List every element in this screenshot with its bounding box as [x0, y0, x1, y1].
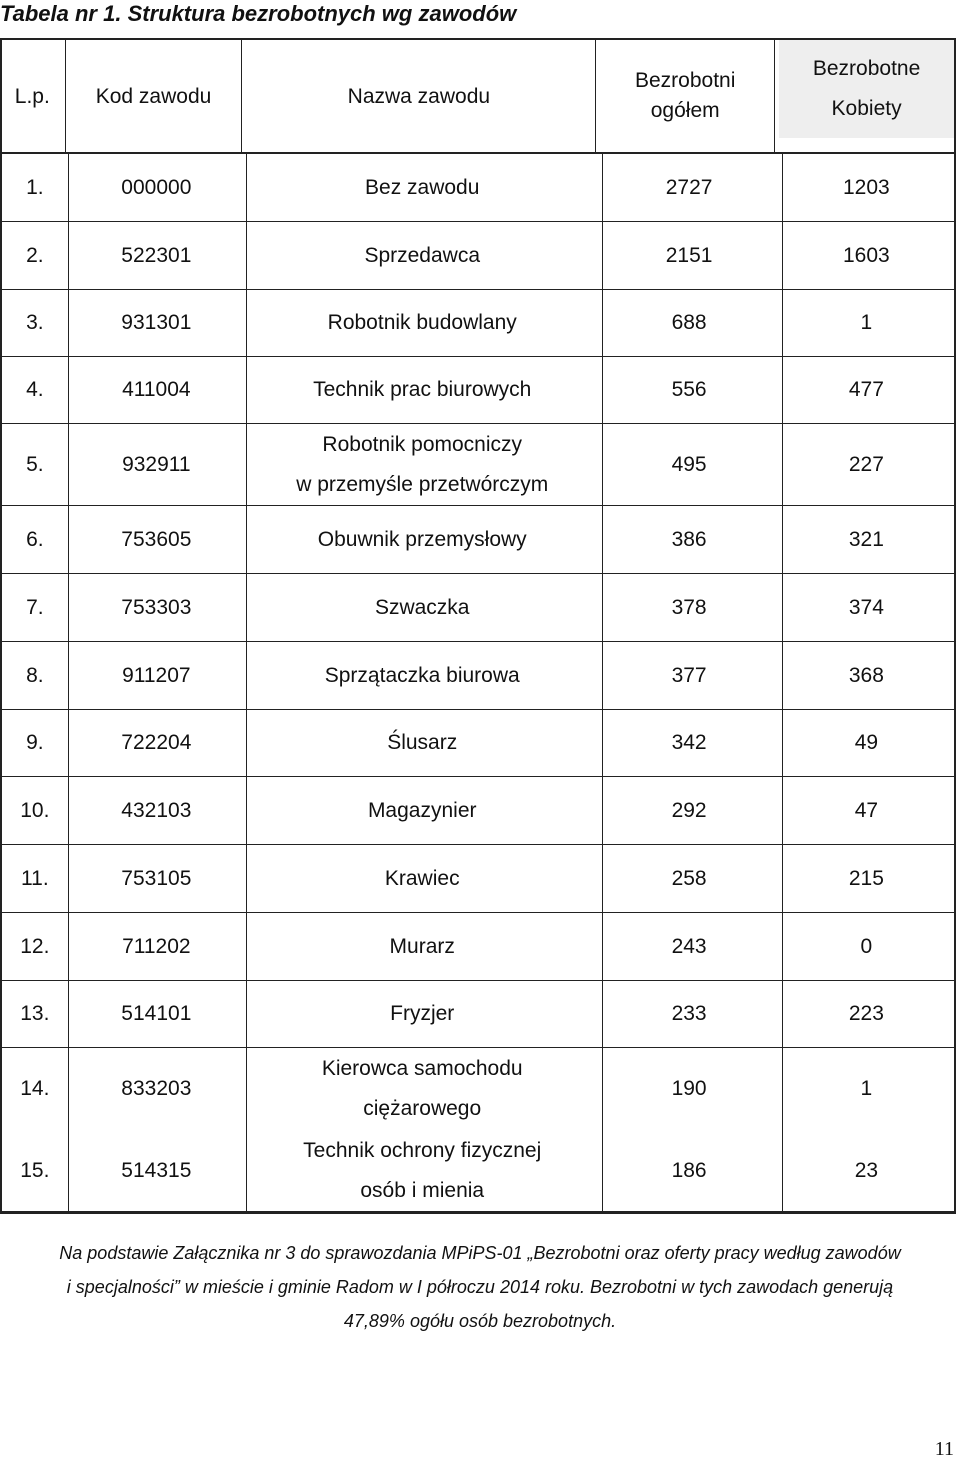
- cell-kobiety: 1: [860, 311, 873, 334]
- cell-ogolem: 378: [671, 595, 707, 619]
- cell-nazwa: [245, 845, 600, 912]
- cell-kobiety: 0: [860, 934, 873, 958]
- page-title: Tabela nr 1. Struktura bezrobotnych wg zawodów: [0, 1, 517, 26]
- footnote: [10, 1236, 950, 1338]
- cell-lp: 7.: [26, 595, 44, 619]
- cell-nazwa-line1: Robotnik budowlany: [327, 311, 517, 334]
- cell-kobiety: 1603: [843, 243, 890, 267]
- cell-lp: 12.: [20, 934, 50, 958]
- cell-kobiety: 47: [854, 798, 879, 822]
- cell-nazwa-line1: Technik ochrony fizycznej: [303, 1138, 542, 1162]
- cell-lp: 15.: [20, 1158, 50, 1182]
- table-row: [2, 710, 954, 777]
- table-row: [2, 845, 954, 913]
- cell-ogolem: 386: [671, 527, 707, 551]
- cell-ogolem: 342: [671, 731, 707, 754]
- table-row: [2, 1048, 954, 1130]
- cell-lp: 10.: [20, 798, 50, 822]
- cell-kod: 711202: [122, 934, 191, 958]
- table-row: [2, 981, 954, 1048]
- cell-lp: 14.: [20, 1077, 50, 1100]
- table-row: [2, 357, 954, 424]
- cell-nazwa: [245, 154, 600, 221]
- cell-lp: 2.: [26, 243, 44, 267]
- cell-kobiety: 477: [848, 378, 884, 401]
- cell-nazwa-line1: Robotnik pomocniczy: [322, 432, 523, 456]
- cell-kod: 753105: [121, 866, 192, 890]
- header-kobiety: [779, 40, 954, 138]
- cell-nazwa: [245, 357, 600, 423]
- cell-nazwa-line1: Krawiec: [384, 866, 460, 890]
- cell-nazwa: [245, 424, 600, 505]
- cell-kobiety: 215: [848, 866, 884, 890]
- cell-kobiety: 227: [848, 452, 884, 476]
- cell-nazwa: [245, 1130, 600, 1211]
- cell-ogolem: 233: [671, 1002, 707, 1025]
- cell-nazwa-line1: Szwaczka: [374, 595, 470, 619]
- cell-kod: 931301: [121, 311, 192, 334]
- cell-kod: 522301: [121, 243, 192, 267]
- table-row: [2, 222, 954, 290]
- header-lp-label: L.p.: [14, 84, 50, 108]
- cell-nazwa-line1: Ślusarz: [387, 731, 458, 754]
- table-row: [2, 424, 954, 506]
- cell-lp: 1.: [26, 175, 44, 199]
- cell-ogolem: 495: [671, 452, 707, 476]
- cell-lp: 13.: [20, 1002, 50, 1025]
- cell-kobiety: 23: [854, 1158, 879, 1182]
- cell-kod: 753605: [121, 527, 192, 551]
- cell-lp: 8.: [26, 663, 44, 687]
- cell-kod: 753303: [121, 595, 192, 619]
- cell-kobiety: 49: [854, 731, 879, 754]
- cell-nazwa-line2: ciężarowego: [363, 1097, 482, 1120]
- cell-kod: 911207: [122, 663, 191, 687]
- footnote-line-2: i specjalności” w mieście i gminie Radom w I półroczu 2014 roku. Bezrobotni w tych zawodach generują: [66, 1277, 894, 1297]
- header-kobiety-line2: Kobiety: [831, 97, 902, 120]
- cell-nazwa-line1: Kierowca samochodu: [321, 1057, 523, 1080]
- table-row: [2, 777, 954, 845]
- table-row: [2, 290, 954, 357]
- header-ogolem-line2: ogółem: [650, 99, 720, 122]
- page-number: 11: [934, 1438, 954, 1460]
- cell-ogolem: 190: [671, 1077, 707, 1100]
- cell-ogolem: 377: [671, 663, 707, 687]
- cell-kod: 000000: [121, 175, 192, 199]
- table-rows: [2, 154, 954, 1212]
- cell-lp: 5.: [26, 452, 44, 476]
- cell-nazwa-line1: Fryzjer: [390, 1002, 455, 1025]
- cell-lp: 3.: [26, 311, 44, 334]
- footnote-line-3: 47,89% ogółu osób bezrobotnych.: [343, 1311, 617, 1331]
- cell-nazwa: [245, 222, 600, 289]
- table-row: [2, 574, 954, 642]
- cell-kod: 514101: [121, 1002, 192, 1025]
- cell-nazwa: [245, 913, 600, 980]
- cell-kobiety: 368: [848, 663, 884, 687]
- cell-kod: 932911: [122, 452, 191, 476]
- cell-nazwa-line1: Murarz: [389, 934, 455, 958]
- cell-nazwa-line2: w przemyśle przetwórczym: [296, 472, 549, 496]
- cell-ogolem: 243: [671, 934, 707, 958]
- header-ogolem: [596, 38, 775, 154]
- cell-ogolem: 2727: [665, 175, 713, 199]
- cell-nazwa-line1: Bez zawodu: [365, 175, 480, 199]
- cell-kod: 432103: [121, 798, 192, 822]
- cell-nazwa: [245, 777, 600, 844]
- table-row: [2, 506, 954, 574]
- cell-nazwa-line1: Technik prac biurowych: [313, 378, 532, 401]
- cell-nazwa-line1: Sprzątaczka biurowa: [324, 663, 520, 687]
- cell-nazwa-line2: osób i mienia: [360, 1178, 485, 1202]
- table-row: [2, 913, 954, 981]
- table-header: [0, 38, 956, 154]
- table-row: [2, 1130, 954, 1212]
- table-row: [2, 154, 954, 222]
- cell-nazwa: [245, 981, 600, 1047]
- cell-kod: 722204: [121, 731, 192, 754]
- header-kobiety-line1: Bezrobotne: [812, 57, 921, 80]
- header-kod: [66, 38, 243, 154]
- cell-kod: 514315: [121, 1158, 192, 1182]
- cell-kod: 411004: [122, 378, 191, 401]
- header-nazwa: [242, 38, 596, 154]
- cell-nazwa: [245, 290, 600, 356]
- cell-lp: 4.: [26, 378, 44, 401]
- cell-kobiety: 374: [848, 595, 884, 619]
- cell-nazwa-line1: Sprzedawca: [364, 243, 480, 267]
- cell-kobiety: 1: [860, 1077, 873, 1100]
- cell-nazwa: [245, 642, 600, 709]
- cell-nazwa: [245, 574, 600, 641]
- table-body: [0, 154, 956, 1214]
- cell-ogolem: 556: [671, 378, 707, 401]
- header-ogolem-line1: Bezrobotni: [634, 69, 736, 92]
- header-nazwa-label: Nazwa zawodu: [347, 84, 491, 108]
- cell-lp: 11.: [21, 866, 49, 890]
- table-row: [2, 642, 954, 710]
- cell-kobiety: 223: [848, 1002, 884, 1025]
- cell-nazwa: [245, 1048, 600, 1130]
- cell-ogolem: 186: [671, 1158, 707, 1182]
- cell-lp: 9.: [26, 731, 44, 754]
- cell-nazwa-line1: Magazynier: [367, 798, 477, 822]
- cell-ogolem: 688: [671, 311, 707, 334]
- cell-nazwa: [245, 506, 600, 573]
- cell-kobiety: 321: [848, 527, 884, 551]
- footnote-line-1: Na podstawie Załącznika nr 3 do sprawozdania MPiPS-01 „Bezrobotni oraz oferty pracy według zawodów: [59, 1243, 901, 1263]
- cell-kod: 833203: [121, 1077, 192, 1100]
- cell-ogolem: 292: [671, 798, 707, 822]
- cell-ogolem: 258: [671, 866, 707, 890]
- cell-lp: 6.: [26, 527, 44, 551]
- cell-kobiety: 1203: [843, 175, 890, 199]
- header-kod-label: Kod zawodu: [95, 84, 212, 108]
- cell-nazwa: [245, 710, 600, 776]
- cell-ogolem: 2151: [665, 243, 713, 267]
- header-lp: [0, 38, 66, 154]
- cell-nazwa-line1: Obuwnik przemysłowy: [317, 527, 527, 551]
